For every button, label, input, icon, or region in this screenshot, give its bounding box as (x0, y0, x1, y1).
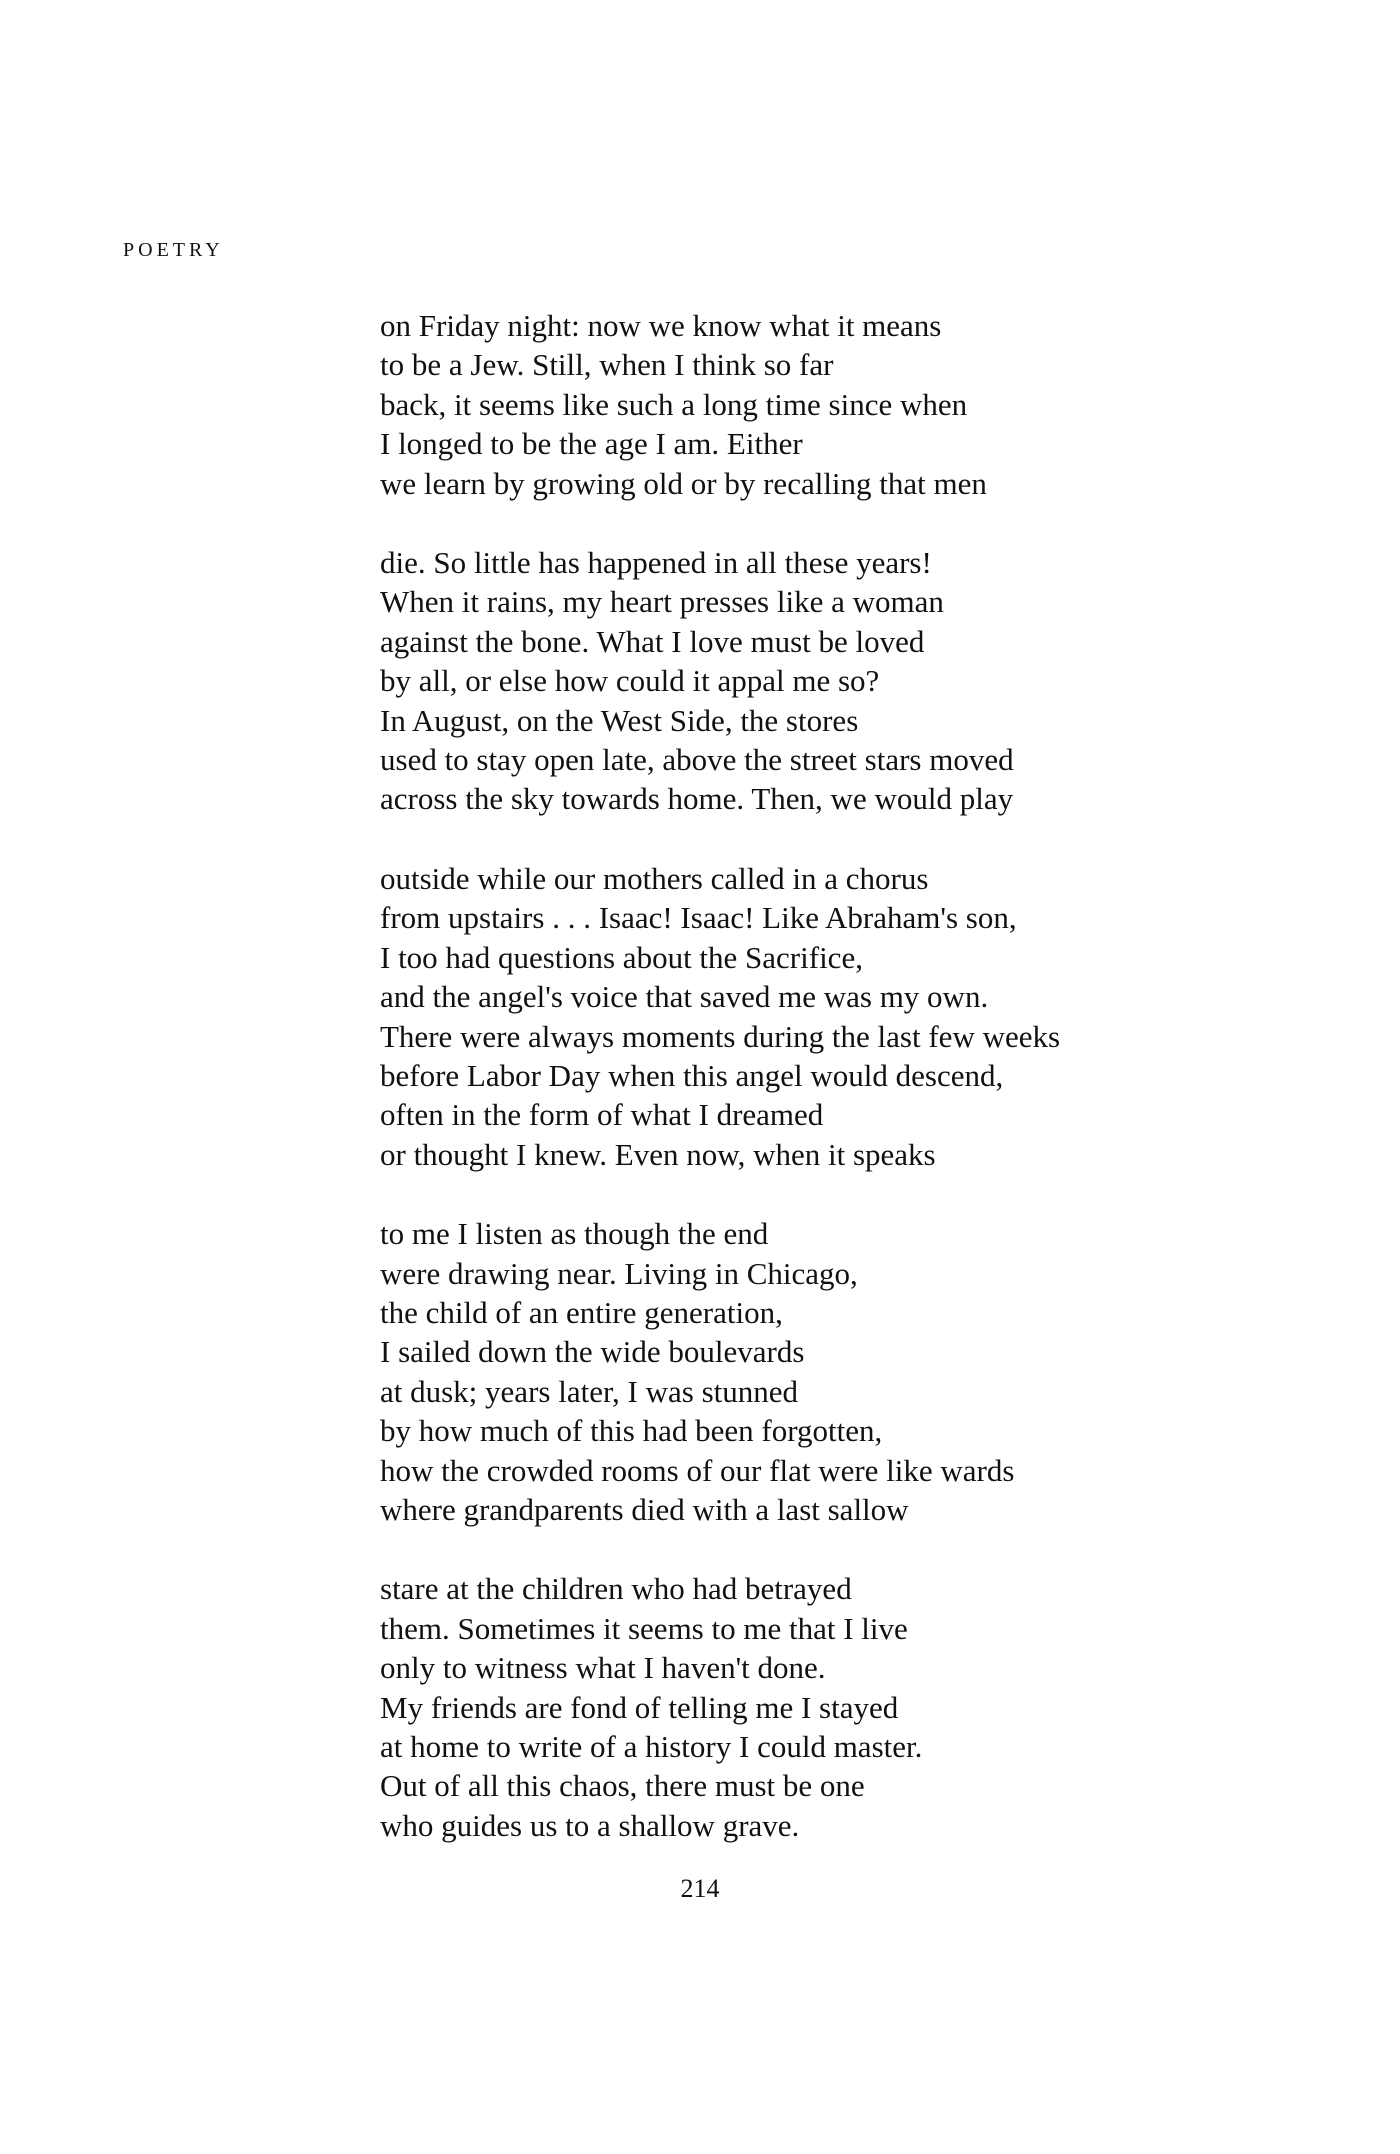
poem-line: at home to write of a history I could master. (380, 1729, 923, 1764)
poem-line: how the crowded rooms of our flat were like wards (380, 1452, 1015, 1488)
poem-line: My friends are fond of telling me I stayed (380, 1689, 899, 1725)
poem-line: back, it seems like such a long time since when (380, 386, 968, 422)
poem-line: by how much of this had been forgotten, (380, 1413, 883, 1449)
poem-line: In August, on the West Side, the stores (380, 702, 859, 738)
poem-line: outside while our mothers called in a chorus (380, 860, 929, 896)
poem-line: and the angel's voice that saved me was my own. (380, 979, 989, 1015)
poem-line: When it rains, my heart presses like a woman (380, 584, 944, 620)
stanza-4 (380, 1214, 1360, 1529)
poem-line: I sailed down the wide boulevards (380, 1334, 805, 1370)
poem-line: from upstairs . . . Isaac! Isaac! Like Abraham's son, (380, 900, 1017, 936)
poem-line: I longed to be the age I am. Either (380, 426, 803, 462)
poem-line: stare at the children who had betrayed (380, 1571, 852, 1607)
poem-line: only to witness what I haven't done. (380, 1650, 826, 1686)
poem-line: often in the form of what I dreamed (380, 1097, 824, 1133)
stanza-3 (380, 859, 1360, 1174)
running-head: POETRY (123, 239, 224, 261)
stanza-2 (380, 543, 1360, 819)
poem-line: across the sky towards home. Then, we would play (380, 781, 1014, 817)
poem-line: were drawing near. Living in Chicago, (380, 1255, 858, 1291)
poem-line: who guides us to a shallow grave. (380, 1807, 800, 1843)
poem-line: we learn by growing old or by recalling that men (380, 465, 987, 501)
poem-line: used to stay open late, above the street stars moved (380, 742, 1014, 778)
poem-line: or thought I knew. Even now, when it speaks (380, 1136, 936, 1172)
poem-line: There were always moments during the last few weeks (380, 1018, 1061, 1054)
stanza-1 (380, 306, 1360, 503)
page-number: 214 (680, 1874, 720, 1903)
poem-line: at dusk; years later, I was stunned (380, 1373, 799, 1409)
poem-line: die. So little has happened in all these years! (380, 545, 932, 581)
poem-line: by all, or else how could it appal me so? (380, 663, 880, 699)
poem-line: against the bone. What I love must be loved (380, 623, 925, 659)
poem-line: on Friday night: now we know what it means (380, 308, 942, 343)
poem-line: Out of all this chaos, there must be one (380, 1768, 865, 1804)
poem-line: to me I listen as though the end (380, 1216, 769, 1252)
poem-line: the child of an entire generation, (380, 1294, 783, 1330)
poem-line: to be a Jew. Still, when I think so far (380, 347, 834, 383)
poem-line: where grandparents died with a last sallow (380, 1491, 909, 1527)
poem-line: I too had questions about the Sacrifice, (380, 939, 863, 975)
poem-body (380, 306, 1360, 1885)
poem-line: before Labor Day when this angel would descend, (380, 1057, 1004, 1093)
poem-line: them. Sometimes it seems to me that I live (380, 1610, 908, 1646)
stanza-5 (380, 1569, 1360, 1845)
